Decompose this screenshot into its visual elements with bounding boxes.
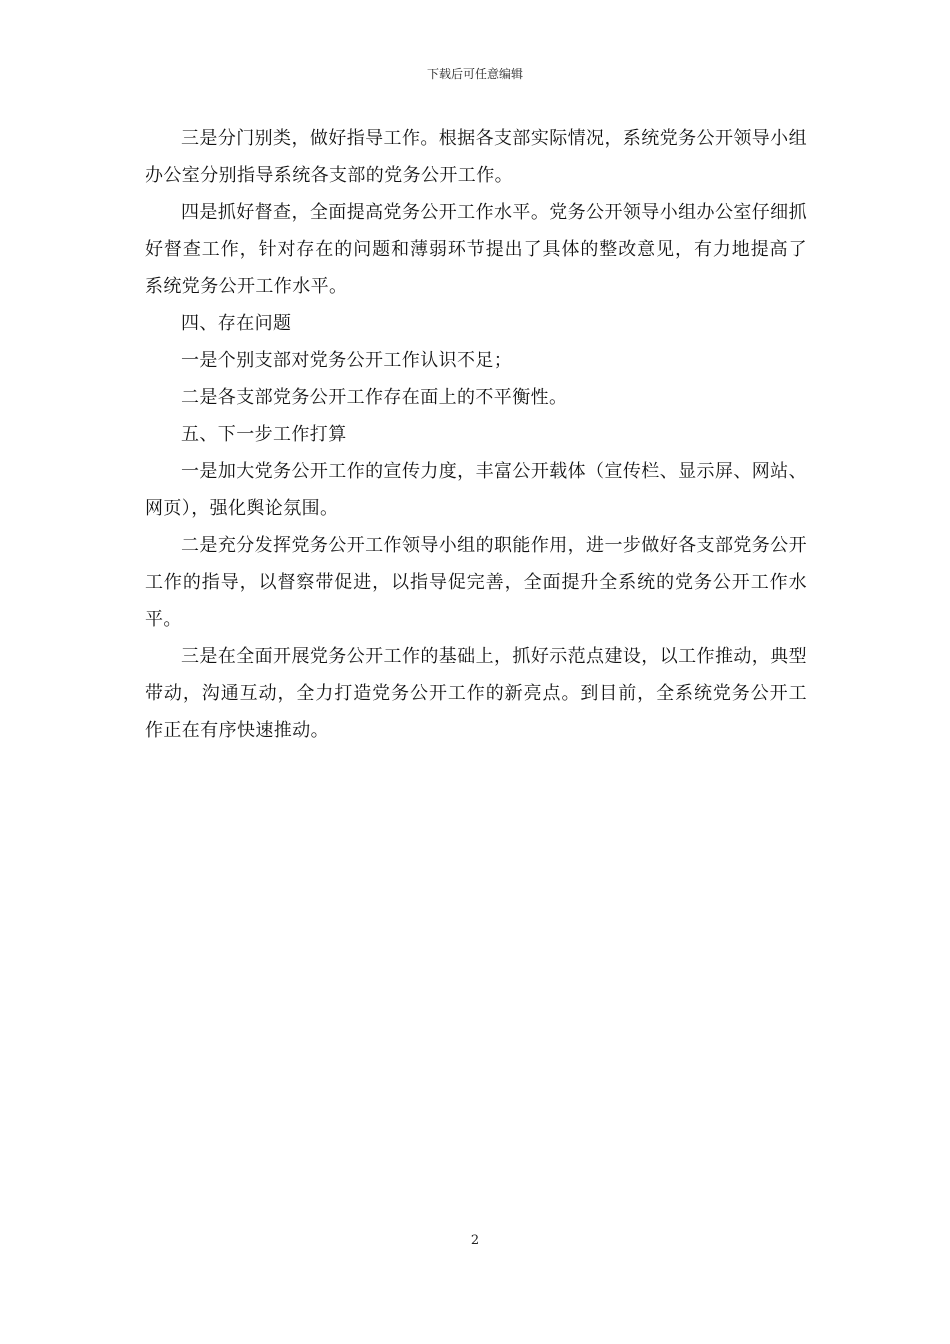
paragraph: 一是加大党务公开工作的宣传力度，丰富公开载体（宣传栏、显示屏、网站、网页），强化舆论氛围。 [145, 461, 807, 519]
paragraph: 四是抓好督查，全面提高党务公开工作水平。党务公开领导小组办公室仔细抓好督查工作，针对存在的问题和薄弱环节提出了具体的整改意见，有力地提高了系统党务公开工作水平。 [145, 202, 807, 297]
page-number: 2 [470, 1233, 480, 1248]
paragraph: 三是分门别类，做好指导工作。根据各支部实际情况，系统党务公开领导小组办公室分别指导系统各支部的党务公开工作。 [145, 128, 807, 186]
document-body [145, 120, 807, 749]
paragraph: 二是各支部党务公开工作存在面上的不平衡性。 [181, 387, 568, 408]
paragraph: 一是个别支部对党务公开工作认识不足； [181, 350, 513, 371]
paragraph: 二是充分发挥党务公开工作领导小组的职能作用，进一步做好各支部党务公开工作的指导，以督察带促进，以指导促完善，全面提升全系统的党务公开工作水平。 [145, 535, 807, 630]
page-header: 下载后可任意编辑 [426, 67, 523, 81]
section-heading: 五、下一步工作打算 [181, 424, 347, 445]
paragraph: 三是在全面开展党务公开工作的基础上，抓好示范点建设，以工作推动，典型带动，沟通互动，全力打造党务公开工作的新亮点。到目前，全系统党务公开工作正在有序快速推动。 [145, 646, 807, 741]
section-heading: 四、存在问题 [181, 313, 292, 334]
